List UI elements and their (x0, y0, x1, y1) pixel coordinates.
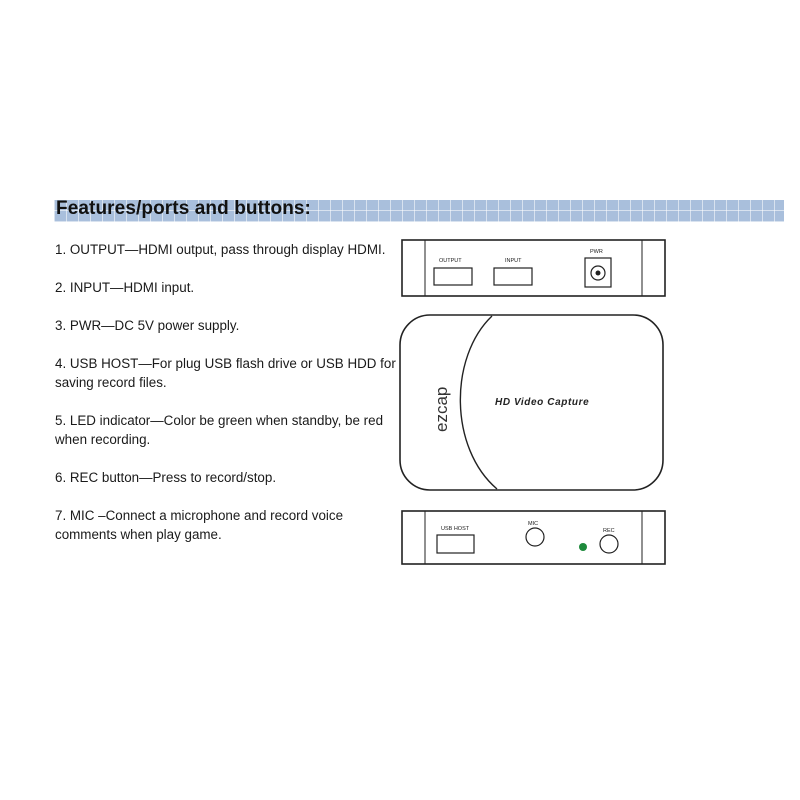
led-indicator (579, 543, 587, 551)
back-panel (402, 240, 665, 296)
feature-item-output: 1. OUTPUT—HDMI output, pass through display HDMI. (55, 242, 386, 257)
section-heading: Features/ports and buttons: (56, 198, 311, 219)
input-port-label: INPUT (505, 258, 522, 264)
feature-item-usb-host: 4. USB HOST—For plug USB flash drive or USB HDD for saving record files. (55, 356, 396, 390)
usb-host-port (437, 535, 474, 553)
mic-jack (526, 528, 544, 546)
device-diagram (395, 232, 675, 577)
feature-item-pwr: 3. PWR—DC 5V power supply. (55, 318, 240, 333)
front-panel (402, 511, 665, 564)
output-port-label: OUTPUT (439, 258, 462, 264)
feature-item-mic: 7. MIC –Connect a microphone and record voice comments when play game. (55, 508, 344, 542)
feature-item-rec: 6. REC button—Press to record/stop. (55, 470, 277, 485)
mic-label: MIC (528, 521, 539, 527)
feature-item-led: 5. LED indicator—Color be green when standby, be red when recording. (55, 413, 384, 447)
product-name-text: HD Video Capture (495, 397, 590, 408)
feature-item-input: 2. INPUT—HDMI input. (55, 280, 195, 295)
rec-button (600, 535, 618, 553)
features-list (55, 240, 400, 563)
usb-host-label: USB HOST (441, 526, 470, 532)
input-port (494, 268, 532, 285)
output-port (434, 268, 472, 285)
rec-label: REC (603, 528, 615, 534)
top-view (400, 315, 663, 490)
pwr-port-label: PWR (590, 249, 603, 255)
brand-logo-text: ezcap (432, 386, 451, 432)
